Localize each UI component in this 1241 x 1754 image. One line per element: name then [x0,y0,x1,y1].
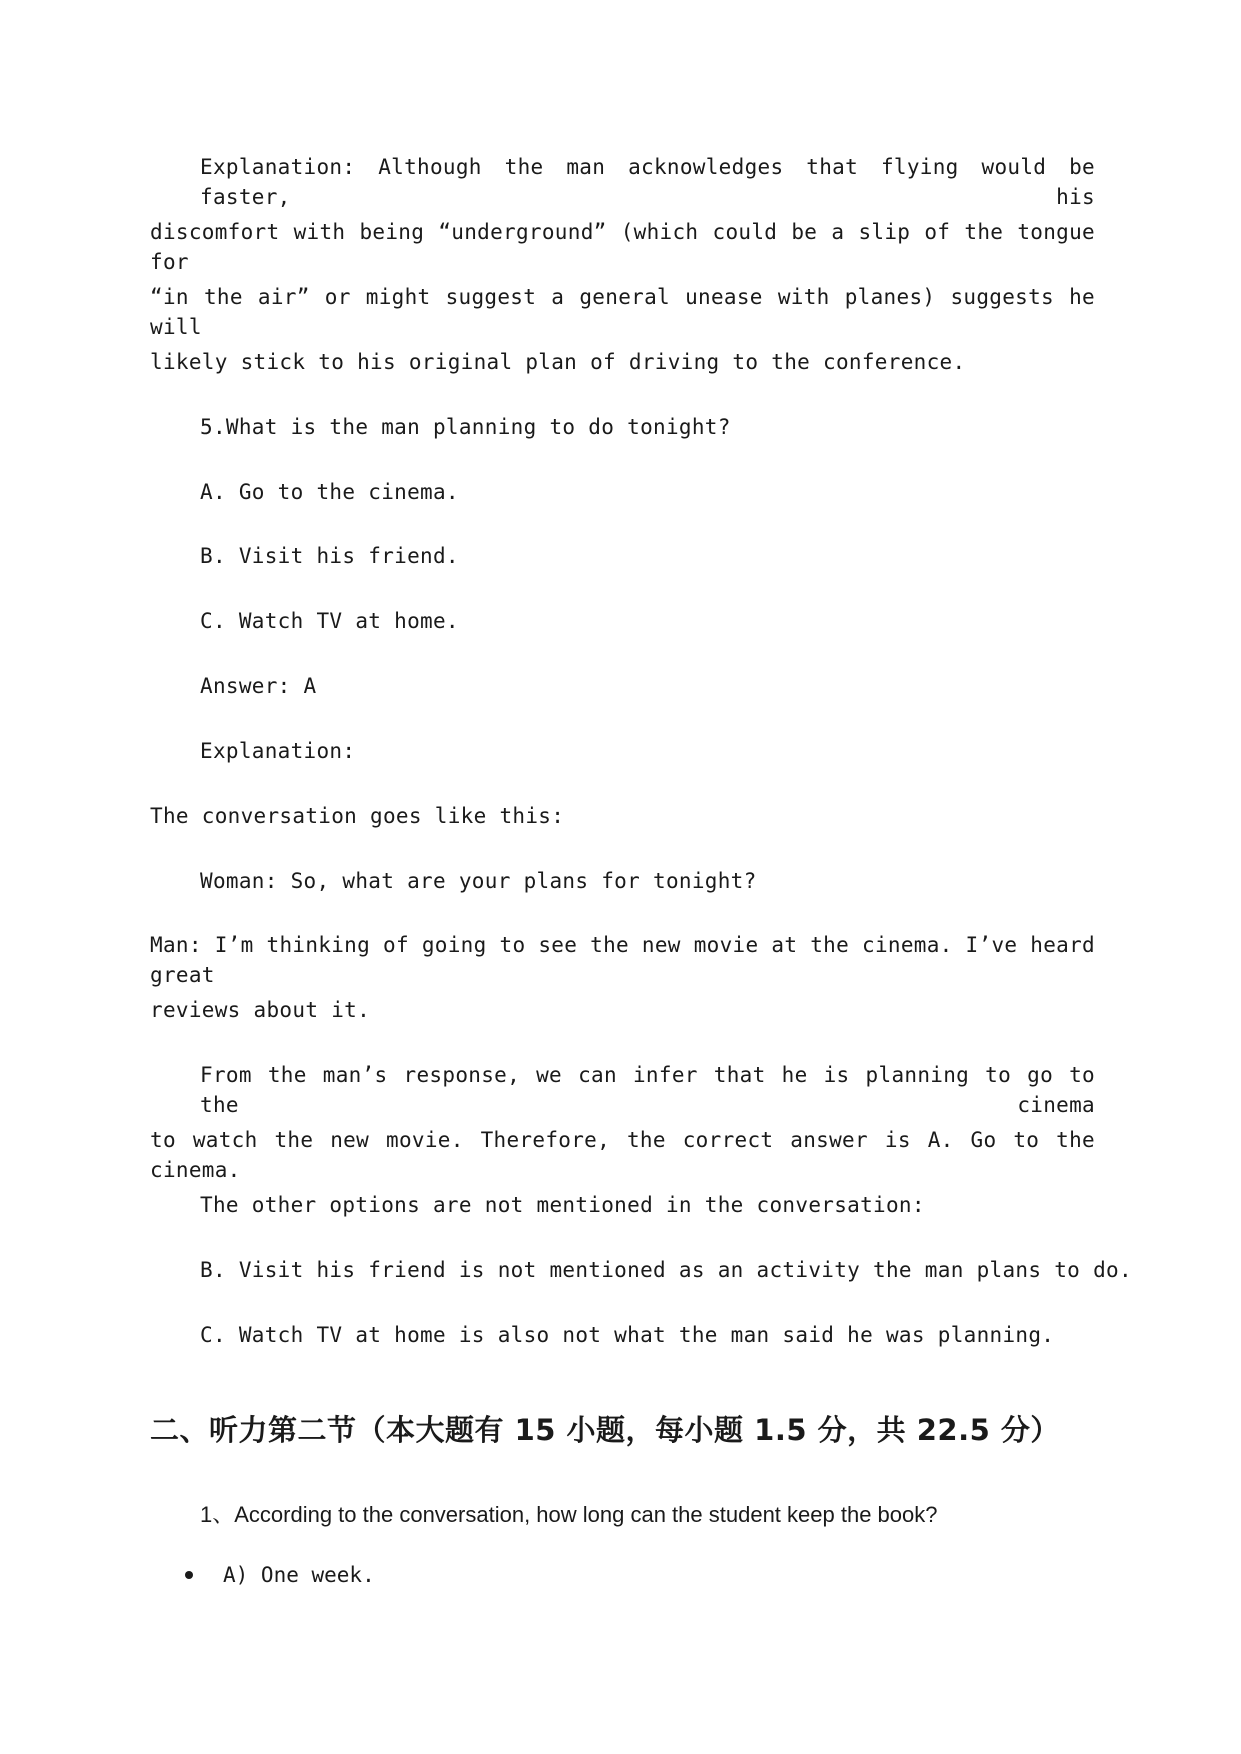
other-options-intro: The other options are not mentioned in the conversation: [200,1193,925,1217]
inference-line-2: to watch the new movie. Therefore, the correct answer is A. Go to the cinema. [150,1128,1095,1182]
option-a: A. Go to the cinema. [200,480,459,504]
man-line-1: Man: I’m thinking of going to see the new movie at the cinema. I’ve heard great [150,933,1095,987]
answer: Answer: A [200,674,317,698]
note-option-c: C. Watch TV at home is also not what the man said he was planning. [200,1323,1055,1347]
question-5: 5.What is the man planning to do tonight? [200,415,731,439]
explanation-line-1: Explanation: Although the man acknowledges that flying would be faster, his [200,155,1095,209]
explanation-line-3: “in the air” or might suggest a general unease with planes) suggests he will [150,285,1095,339]
option-b: B. Visit his friend. [200,544,459,568]
conversation-intro: The conversation goes like this: [150,804,565,828]
bullet-icon [185,1571,193,1579]
note-option-b: B. Visit his friend is not mentioned as an activity the man plans to do. [200,1258,1132,1282]
inference-line-1: From the man’s response, we can infer that he is planning to go to the cinema [200,1063,1095,1117]
explanation-line-2: discomfort with being “underground” (which could be a slip of the tongue for [150,220,1095,274]
woman-line: Woman: So, what are your plans for tonight? [200,869,757,893]
explanation-label: Explanation: [200,739,356,763]
option-a-text: A) One week. [223,1563,375,1587]
section2-question-1: 1、According to the conversation, how long can the student keep the book? [200,1502,938,1527]
explanation-line-4: likely stick to his original plan of driving to the conference. [150,350,966,374]
section-heading: 二、听力第二节（本大题有 15 小题，每小题 1.5 分，共 22.5 分） [150,1413,1060,1447]
option-c: C. Watch TV at home. [200,609,459,633]
list-item [185,1563,375,1587]
man-line-2: reviews about it. [150,998,371,1022]
